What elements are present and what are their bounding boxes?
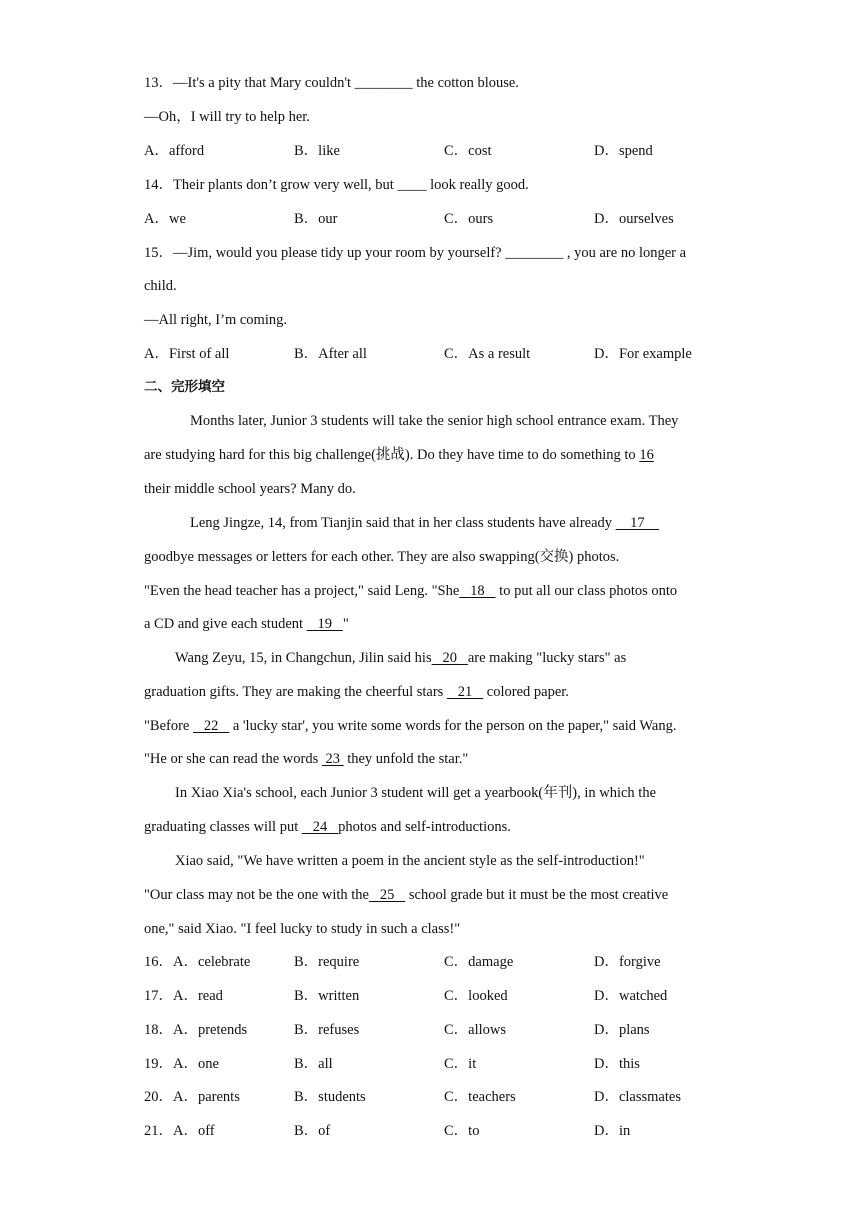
option-c: C．allows (444, 1022, 507, 1038)
option-b: B．of (294, 1123, 331, 1139)
passage-text: to put all our class photos onto (495, 583, 678, 599)
option-b: B．require (294, 954, 360, 970)
question-14-stem: 14．Their plants don’t grow very well, but ____ look really good. (144, 177, 529, 193)
passage-line (144, 446, 654, 464)
passage-line (144, 886, 668, 904)
option-d: D．this (594, 1056, 640, 1072)
passage-text: "Before (144, 718, 193, 734)
section-title: 二、完形填空 (144, 379, 225, 395)
option-a: A．afford (144, 143, 205, 159)
passage-text: they unfold the star." (343, 751, 469, 767)
passage-line: Xiao said, "We have written a poem in the ancient style as the self-introduction!" (175, 853, 645, 869)
passage-text: "He or she can read the words (144, 751, 322, 767)
passage-text: "Even the head teacher has a project," said Leng. "She (144, 583, 460, 599)
blank-24: 24 (301, 819, 339, 835)
passage-line: their middle school years? Many do. (144, 481, 356, 497)
blank-25: 25 (368, 887, 406, 903)
blank-16: 16 (639, 447, 654, 463)
option-a: 18．A．pretends (144, 1022, 248, 1038)
passage-text: a 'lucky star', you write some words for the person on the paper," said Wang. (229, 718, 677, 734)
blank-23: 23 (321, 751, 344, 767)
passage-line (144, 717, 677, 735)
option-c: C．ours (444, 211, 494, 227)
option-b: B．like (294, 143, 340, 159)
option-b: B．refuses (294, 1022, 360, 1038)
question-13-reply: —Oh，I will try to help her. (144, 109, 310, 125)
option-d: D．forgive (594, 954, 661, 970)
question-15-stem: 15．—Jim, would you please tidy up your room by yourself? ________ , you are no longer a (144, 245, 687, 261)
passage-line (175, 649, 626, 667)
option-d: D．plans (594, 1022, 650, 1038)
passage-text: are studying hard for this big challenge(挑战). Do they have time to do something to (144, 447, 640, 463)
passage-text: graduation gifts. They are making the cheerful stars (144, 684, 447, 700)
option-c: C．looked (444, 988, 508, 1004)
passage-text: are making "lucky stars" as (467, 650, 627, 666)
option-c: C．it (444, 1056, 477, 1072)
option-b: B．After all (294, 346, 367, 362)
blank-22: 22 (193, 718, 230, 734)
passage-line (144, 615, 349, 633)
passage-line: Months later, Junior 3 students will take the senior high school entrance exam. They (190, 413, 679, 429)
question-15-reply: —All right, I’m coming. (144, 312, 287, 328)
passage-text: "Our class may not be the one with the (144, 887, 369, 903)
blank-18: 18 (459, 583, 496, 599)
blank-19: 19 (306, 616, 343, 632)
option-a: 16．A．celebrate (144, 954, 251, 970)
passage-line (144, 750, 468, 768)
passage-line: goodbye messages or letters for each other. They are also swapping(交换) photos. (144, 549, 620, 565)
passage-text: Wang Zeyu, 15, in Changchun, Jilin said his (175, 650, 432, 666)
blank-21: 21 (446, 684, 484, 700)
passage-line: one," said Xiao. "I feel lucky to study in such a class!" (144, 921, 461, 937)
passage-text: Leng Jingze, 14, from Tianjin said that in her class students have already (190, 515, 616, 531)
blank-20: 20 (431, 650, 468, 666)
option-d: D．classmates (594, 1089, 681, 1105)
option-c: C．cost (444, 143, 492, 159)
passage-line (190, 514, 659, 532)
option-b: B．written (294, 988, 360, 1004)
passage-text: colored paper. (483, 684, 569, 700)
option-a: 17．A．read (144, 988, 223, 1004)
option-c: C．As a result (444, 346, 531, 362)
passage-text: photos and self-introductions. (338, 819, 511, 835)
option-a: A．First of all (144, 346, 230, 362)
passage-line (144, 582, 677, 600)
option-d: D．For example (594, 346, 692, 362)
option-a: 19．A．one (144, 1056, 219, 1072)
option-d: D．watched (594, 988, 668, 1004)
question-15-stem-cont: child. (144, 278, 177, 294)
option-a: 21．A．off (144, 1123, 215, 1139)
passage-text: graduating classes will put (144, 819, 302, 835)
passage-line: In Xiao Xia's school, each Junior 3 student will get a yearbook(年刊), in which the (175, 785, 656, 801)
option-d: D．ourselves (594, 211, 674, 227)
passage-text: " (342, 616, 349, 632)
option-b: B．our (294, 211, 338, 227)
option-b: B．all (294, 1056, 333, 1072)
option-d: D．in (594, 1123, 631, 1139)
option-c: C．teachers (444, 1089, 516, 1105)
option-c: C．damage (444, 954, 514, 970)
option-c: C．to (444, 1123, 480, 1139)
option-a: 20．A．parents (144, 1089, 240, 1105)
option-d: D．spend (594, 143, 653, 159)
option-a: A．we (144, 211, 186, 227)
passage-line (144, 683, 569, 701)
option-b: B．students (294, 1089, 366, 1105)
passage-text: a CD and give each student (144, 616, 307, 632)
question-13-stem: 13．—It's a pity that Mary couldn't ________ the cotton blouse. (144, 75, 519, 91)
passage-text: school grade but it must be the most creative (405, 887, 669, 903)
passage-line (144, 818, 511, 836)
blank-17: 17 (615, 515, 660, 531)
